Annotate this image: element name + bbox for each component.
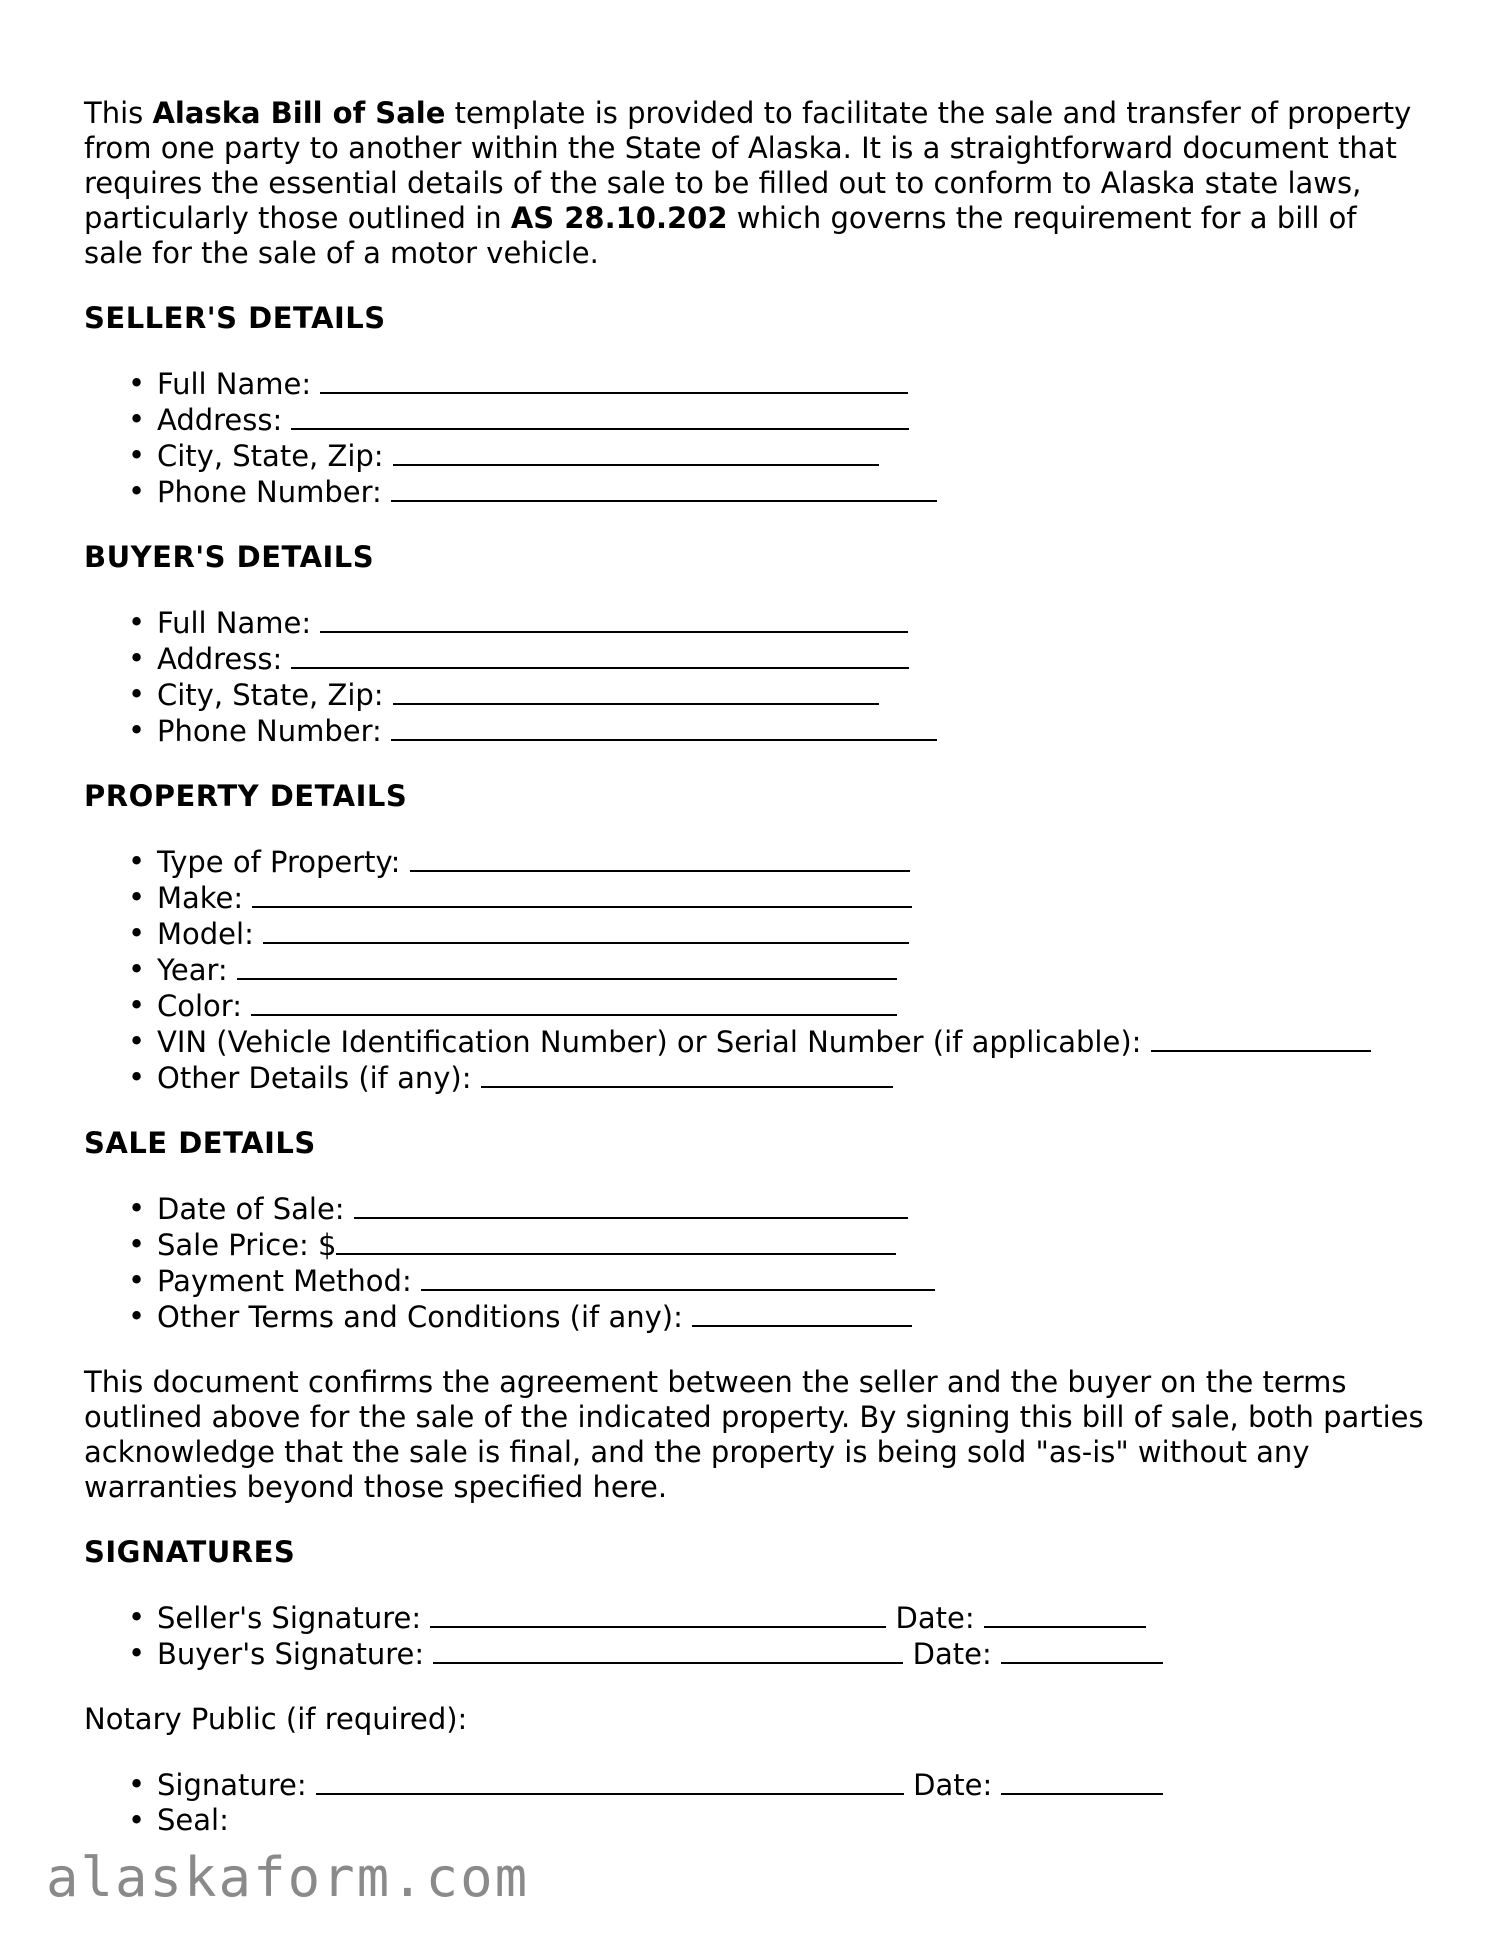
property-heading: PROPERTY DETAILS [84,779,408,813]
sale-other-terms-field[interactable]: • Other Terms and Conditions (if any): [128,1299,1424,1335]
seller-phone-blank[interactable] [391,474,937,502]
watermark: alaskaform.com [46,1846,530,1909]
buyer-full-name-blank[interactable] [320,605,908,633]
seller-city-state-zip-blank[interactable] [393,438,879,466]
buyer-address-field[interactable]: • Address: [128,641,1424,677]
seller-address-field[interactable]: • Address: [128,402,1424,438]
property-color-blank[interactable] [251,988,897,1016]
buyer-city-state-zip-blank[interactable] [393,677,879,705]
intro-paragraph: This Alaska Bill of Sale template is provided to facilitate the sale and transfer of property from one party to another within the State of Alaska. It is a straightforward document that requires the essential details of the sale to be filled out to conform to Alaska state laws, particularly those outlined in AS 28.10.202 which governs the requirement for a bill of sale for the sale of a motor vehicle. [84,96,1412,270]
seller-full-name-blank[interactable] [320,366,908,394]
property-make-blank[interactable] [252,880,912,908]
buyer-full-name-field[interactable]: • Full Name: [128,605,1424,641]
intro-bold-title: Alaska Bill of Sale [152,96,446,130]
sale-payment-method-field[interactable]: • Payment Method: [128,1263,1424,1299]
buyer-address-blank[interactable] [291,641,909,669]
intro-bold-statute: AS 28.10.202 [510,201,728,235]
seller-date-blank[interactable] [984,1600,1146,1628]
buyer-heading: BUYER'S DETAILS [84,540,375,574]
bill-of-sale-document [84,96,1424,1838]
sale-price-field[interactable]: • Sale Price: $ [128,1227,1424,1263]
seller-phone-field[interactable]: • Phone Number: [128,474,1424,510]
property-other-details-field[interactable]: • Other Details (if any): [128,1060,1424,1096]
property-other-details-blank[interactable] [481,1060,893,1088]
seller-full-name-field[interactable]: • Full Name: [128,366,1424,402]
seller-address-blank[interactable] [291,402,909,430]
sale-heading: SALE DETAILS [84,1126,316,1160]
property-year-blank[interactable] [237,952,897,980]
notary-signature-blank[interactable] [316,1767,904,1795]
property-type-field[interactable]: • Type of Property: [128,844,1424,880]
property-vin-blank[interactable] [1151,1024,1371,1052]
sale-other-terms-blank[interactable] [692,1299,912,1327]
property-fields [84,844,1424,1096]
property-model-field[interactable]: • Model: [128,916,1424,952]
notary-date-blank[interactable] [1001,1767,1163,1795]
buyer-fields [84,605,1424,749]
property-color-field[interactable]: • Color: [128,988,1424,1024]
seller-signature-field[interactable]: • Seller's Signature: Date: [128,1600,1424,1636]
notary-heading: Notary Public (if required): [84,1702,468,1736]
sale-date-blank[interactable] [354,1191,908,1219]
property-model-blank[interactable] [263,916,909,944]
sale-price-blank[interactable] [336,1227,896,1255]
notary-seal-field: • Seal: [128,1803,229,1837]
agreement-paragraph: This document confirms the agreement between the seller and the buyer on the terms outlined above for the sale of the indicated property. By signing this bill of sale, both parties acknowledge that the sale is final, and the property is being sold "as-is" without any warranties beyond those specified here. [84,1365,1424,1504]
notary-signature-field[interactable]: • Signature: Date: [128,1767,1424,1803]
seller-fields [84,366,1424,510]
sale-date-field[interactable]: • Date of Sale: [128,1191,1424,1227]
signature-fields [84,1600,1424,1672]
buyer-signature-field[interactable]: • Buyer's Signature: Date: [128,1636,1424,1672]
buyer-city-state-zip-field[interactable]: • City, State, Zip: [128,677,1424,713]
property-make-field[interactable]: • Make: [128,880,1424,916]
buyer-phone-blank[interactable] [391,713,937,741]
buyer-signature-blank[interactable] [433,1636,903,1664]
property-type-blank[interactable] [410,844,910,872]
signatures-heading: SIGNATURES [84,1535,296,1569]
property-year-field[interactable]: • Year: [128,952,1424,988]
property-vin-field[interactable]: • VIN (Vehicle Identification Number) or Serial Number (if applicable): [128,1024,1424,1060]
buyer-phone-field[interactable]: • Phone Number: [128,713,1424,749]
sale-fields [84,1191,1424,1335]
seller-signature-blank[interactable] [430,1600,886,1628]
seller-city-state-zip-field[interactable]: • City, State, Zip: [128,438,1424,474]
buyer-date-blank[interactable] [1001,1636,1163,1664]
seller-heading: SELLER'S DETAILS [84,301,386,335]
sale-payment-method-blank[interactable] [421,1263,935,1291]
notary-fields [84,1767,1424,1838]
